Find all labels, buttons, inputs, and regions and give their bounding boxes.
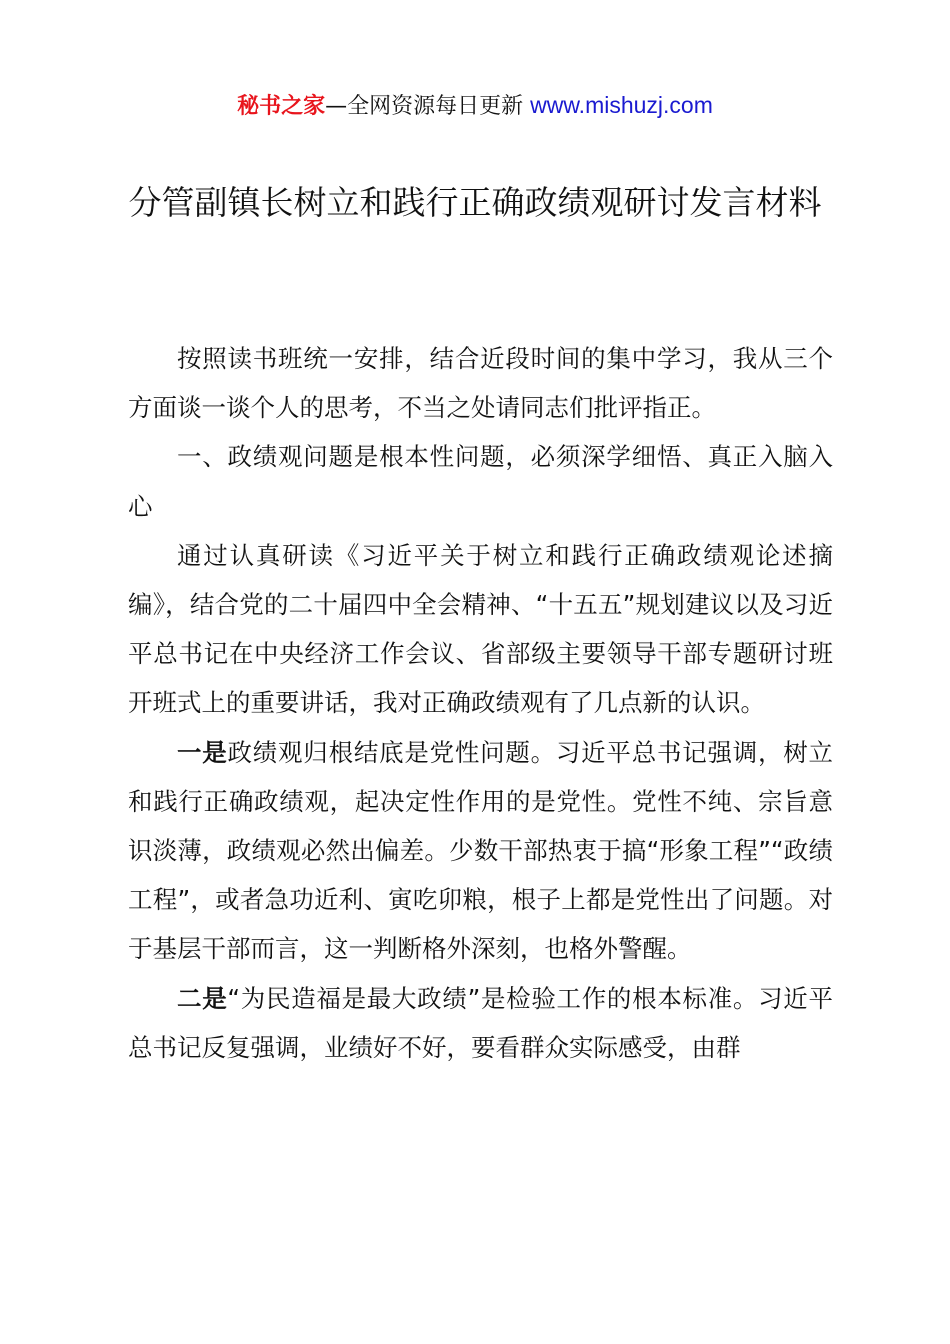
paragraph-point-1 (128, 728, 833, 974)
document-body (128, 334, 833, 1072)
paragraph-text: 一、政绩观问题是根本性问题，必须深学细悟、真正入脑入心 (128, 442, 833, 521)
paragraph-study (128, 531, 833, 728)
paragraph-lead: 一是 (177, 737, 228, 767)
paragraph-text: “为民造福是最大政绩”是检验工作的根本标准。习近平总书记反复强调，业绩好不好，要看群众实际感受，由群 (128, 983, 834, 1062)
site-header (0, 88, 950, 124)
paragraph-point-2 (128, 974, 833, 1072)
paragraph-text: 按照读书班统一安排，结合近段时间的集中学习，我从三个方面谈一谈个人的思考，不当之处请同志们批评指正。 (128, 344, 833, 423)
paragraph-text: 通过认真研读《习近平关于树立和践行正确政绩观论述摘编》，结合党的二十届四中全会精神、“十五五”规划建议以及习近平总书记在中央经济工作会议、省部级主要领导干部专题研讨班开班式上的重要讲话，我对正确政绩观有了几点新的认识。 (128, 540, 833, 718)
document-title: 分管副镇长树立和践行正确政绩观研讨发言材料 (128, 183, 822, 222)
site-url-link[interactable]: www.mishuzj.com (530, 92, 713, 118)
section-heading-1 (128, 432, 833, 530)
paragraph-intro (128, 334, 833, 432)
paragraph-lead: 二是 (177, 983, 228, 1013)
paragraph-text: 政绩观归根结底是党性问题。习近平总书记强调，树立和践行正确政绩观，起决定性作用的是党性。党性不纯、宗旨意识淡薄，政绩观必然出偏差。少数干部热衷于搞“形象工程”“政绩工程”，或者急功近利、寅吃卯粮，根子上都是党性出了问题。对于基层干部而言，这一判断格外深刻，也格外警醒。 (128, 737, 834, 964)
brand-name: 秘书之家 (237, 94, 326, 119)
site-slogan: —全网资源每日更新 (325, 94, 524, 119)
